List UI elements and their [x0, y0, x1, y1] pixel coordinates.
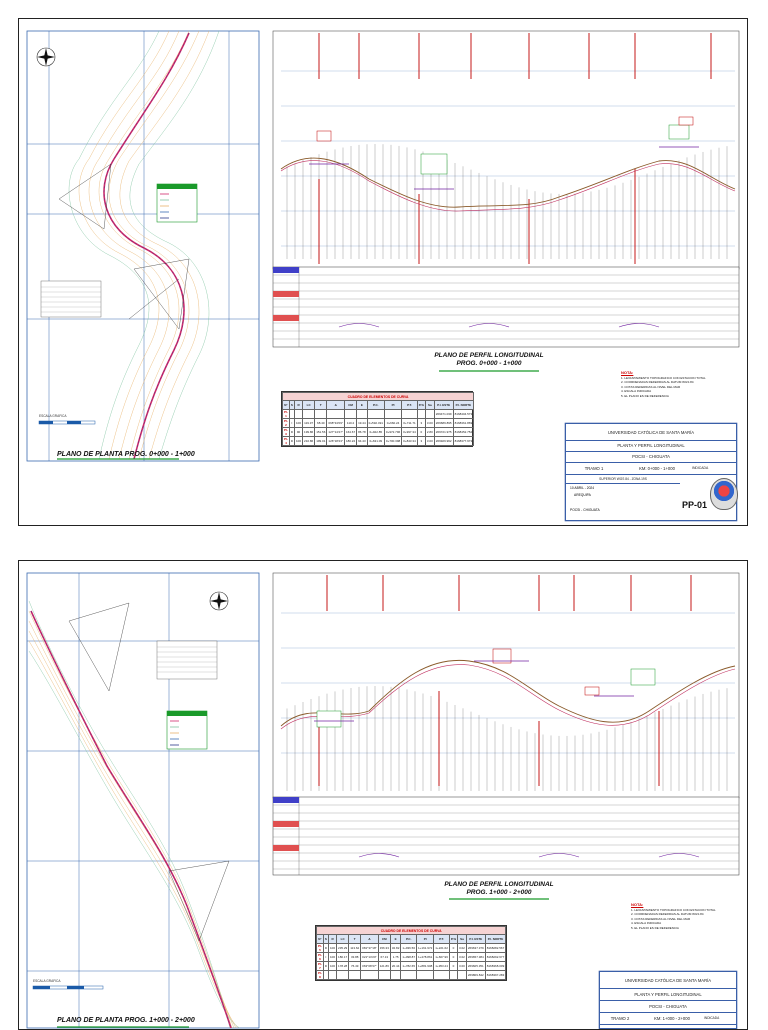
curve-elements-table [281, 391, 473, 447]
table-cell: 8168404.573 [453, 410, 474, 419]
table-cell: 269637.379 [466, 944, 485, 953]
note-item: 1. LEVANTAMIENTO TOPOGRAFICO CON ESTACION TOTAL [631, 907, 716, 912]
tb-region: AREQUIPA [574, 493, 591, 497]
table-cell: 199.86 [303, 428, 315, 437]
table-cell: 100 [295, 437, 303, 446]
table-row [317, 962, 506, 971]
title-block [565, 423, 737, 521]
table-row [283, 410, 474, 419]
table-cell: 0 [449, 944, 457, 953]
table-cell: 68.40 [315, 419, 327, 428]
table-cell: 1+953.24 [434, 962, 450, 971]
tb-plan-name: PLANTA Y PERFIL LONGITUDINAL [566, 440, 736, 452]
table-row [317, 953, 506, 962]
plan-title: PLANO DE PLANTA PROG. 1+000 - 2+000 [57, 1017, 195, 1024]
tb-tramo: TRAMO 1 [584, 465, 604, 471]
table-cell: 8168282.567 [485, 944, 506, 953]
tb-datum: SUPERIOR WGS 84 - ZONA 19S [566, 474, 680, 484]
sheet-code: PP-01 [682, 500, 708, 510]
scale-label: ESCALA GRAFICA [33, 979, 61, 983]
table-cell: 269929.962 [434, 437, 453, 446]
note-item: 1. LEVANTAMIENTO TOPOGRAFICO CON ESTACION TOTAL [621, 375, 706, 380]
table-cell: 0+631.09 [367, 437, 384, 446]
table-cell: PI-4 [284, 437, 288, 445]
table-cell: 0 [417, 428, 425, 437]
table-cell: 068°34'09" [327, 419, 345, 428]
table-cell: 269809.842 [466, 971, 485, 980]
table-row [283, 428, 474, 437]
table-cell: 269471.039 [434, 410, 453, 419]
notes-block [631, 903, 716, 930]
table-cell [401, 971, 417, 980]
table-cell: 1+782.65 [401, 962, 417, 971]
table-cell: 0+700.398 [384, 437, 401, 446]
table-cell: 100 [329, 953, 337, 962]
curve-table-header: P.% [417, 401, 425, 410]
tb-scale: INDICADA [704, 1016, 720, 1020]
curve-table-header: P.C. [401, 935, 417, 944]
table-cell [402, 410, 418, 419]
table-cell: PI-1 [284, 410, 288, 418]
table-cell: 127°14'27" [327, 428, 345, 437]
table-cell: PI-8 [318, 971, 322, 979]
table-cell: 081°37'18" [361, 944, 379, 953]
table-cell: 1+936.56 [401, 944, 417, 953]
table-cell [458, 971, 467, 980]
notes-heading: NOTA: [621, 370, 634, 375]
curve-table-header: P.T. [434, 935, 450, 944]
note-item: 4. ESCALA INDICADA [631, 921, 662, 925]
tb-scale: INDICADA [692, 466, 709, 470]
table-cell: 8168361.869 [453, 419, 474, 428]
table-cell: 33.88 [349, 953, 361, 962]
table-cell: 180.17 [337, 953, 349, 962]
table-cell: 8168452.752 [453, 428, 474, 437]
curve-table-header: T [349, 935, 361, 944]
note-item: 2. COORDENADAS REFERIDAS AL DATUM WGS 84 [631, 912, 704, 916]
note-item: 5. EL PLANO ES DE REFERENCIA [621, 393, 669, 398]
curve-table-header: P.I. NORTE [453, 401, 474, 410]
table-cell: I [289, 419, 294, 428]
table-cell [315, 410, 327, 419]
curve-table-header: Sa [458, 935, 467, 944]
table-cell [378, 971, 390, 980]
table-cell [361, 971, 379, 980]
curve-table-header: LC [337, 935, 349, 944]
curve-table-header: CM [378, 935, 390, 944]
table-cell: 151.56 [315, 428, 327, 437]
table-cell: 156.33 [378, 944, 390, 953]
table-cell: 100 [295, 419, 303, 428]
table-cell: 3.00 [425, 419, 434, 428]
curve-elements-table [315, 925, 507, 981]
curve-table-header: P.I. ESTE [434, 401, 453, 410]
table-cell: 0 [449, 953, 457, 962]
table-cell [344, 410, 356, 419]
curve-table-header: P.I. NORTE [485, 935, 506, 944]
note-item: 2. COORDENADAS REFERIDAS AL DATUM WGS 84 [621, 380, 694, 384]
drawing-sheet-2 [18, 560, 748, 1030]
tb-district: POCSI - CHIGUATA [570, 508, 600, 512]
note-item: 3. COTAS REFERIDAS AL NIVEL DEL MAR [621, 384, 681, 389]
curve-table-header: PI [417, 935, 434, 944]
table-cell: 20.44 [390, 962, 401, 971]
note-item: 4. ESCALA INDICADA [621, 389, 652, 393]
table-cell [425, 410, 434, 419]
table-cell: PI-3 [284, 428, 288, 436]
table-cell: 199.01 [315, 437, 327, 446]
table-cell [327, 410, 345, 419]
table-cell: 121.86 [378, 962, 390, 971]
table-cell: 235.29 [337, 944, 349, 953]
curve-table-header: N° [317, 935, 324, 944]
table-cell: 67.13 [378, 953, 390, 962]
table-cell: 1+667.96 [434, 953, 450, 962]
table-cell: 0+592.491 [367, 419, 384, 428]
table-cell: 113.62 [349, 944, 361, 953]
curve-table-header: N° [283, 401, 290, 410]
curve-table-header: E [390, 935, 401, 944]
table-cell: PI-2 [284, 419, 288, 427]
curve-table-header: P.T. [402, 401, 418, 410]
drawing-sheet-1 [18, 18, 748, 526]
table-cell: 0+843.34 [402, 437, 418, 446]
table-cell: 178.28 [337, 962, 349, 971]
table-cell: 2.80 [425, 428, 434, 437]
table-cell [417, 971, 434, 980]
table-cell: 1+478.861 [417, 953, 434, 962]
curve-table-header: S [323, 935, 328, 944]
table-cell: 269605.351 [466, 962, 485, 971]
curve-table-title: CUADRO DE ELEMENTOS DE CURVA [317, 927, 506, 935]
tb-row-tramo [600, 1012, 736, 1025]
curve-table-header: CM [344, 401, 356, 410]
table-cell: 3 [417, 419, 425, 428]
table-cell: D [323, 962, 328, 971]
table-cell: 063°08'37" [361, 962, 379, 971]
plan-title: PLANO DE PLANTA PROG. 0+000 - 1+000 [57, 451, 195, 458]
table-cell: 0 [449, 962, 457, 971]
tb-tramo: TRAMO 2 [610, 1015, 630, 1021]
table-cell: D [289, 437, 294, 446]
table-cell: 8168377.973 [453, 437, 474, 446]
profile-title-line1: PLANO DE PERFIL LONGITUDINAL [444, 881, 554, 888]
table-cell: 3.00 [425, 437, 434, 446]
table-cell [329, 971, 337, 980]
table-cell [349, 971, 361, 980]
table-cell: 269689.895 [434, 419, 453, 428]
table-cell: 164.67 [344, 428, 356, 437]
table-cell [295, 410, 303, 419]
table-cell: PI-7 [318, 962, 322, 970]
tb-project: POCSI - CHIGUATA [600, 1000, 736, 1013]
table-cell: 269657.384 [466, 953, 485, 962]
tb-university: UNIVERSIDAD CATÓLICA DE SANTA MARÍA [600, 972, 736, 989]
table-cell: 8168397.283 [485, 971, 506, 980]
tb-project: POCSI - CHIGUATA [566, 451, 736, 463]
table-cell: 180.22 [344, 437, 356, 446]
table-cell: 0+922.85 [367, 428, 384, 437]
table-cell: 19.44 [357, 419, 368, 428]
table-cell: 86.78 [357, 428, 368, 437]
curve-table-header: R [329, 935, 337, 944]
curve-table-header: Δ [361, 935, 379, 944]
table-cell [417, 410, 425, 419]
note-item: 3. COTAS REFERIDAS AL NIVEL DEL MAR [631, 916, 691, 921]
table-cell: 1+881.908 [417, 962, 434, 971]
table-row [317, 944, 506, 953]
table-cell: 1+098.87 [401, 953, 417, 962]
curve-table-header: T [315, 401, 327, 410]
table-cell: 021°13'20" [361, 953, 379, 962]
note-item: 5. EL PLANO ES DE REFERENCIA [631, 925, 679, 930]
curve-table-header: S [289, 401, 294, 410]
table-cell: D [323, 944, 328, 953]
curve-table-header: PI [384, 401, 401, 410]
table-cell: 76.49 [349, 962, 361, 971]
table-cell [384, 410, 401, 419]
curve-table-header: P.% [449, 935, 457, 944]
profile-title-line2: PROG. 0+000 - 1+000 [456, 360, 522, 367]
table-cell: D [289, 428, 294, 437]
table-row [283, 419, 474, 428]
table-cell: 3.00 [458, 962, 467, 971]
table-cell: 8168292.677 [485, 953, 506, 962]
table-cell: 3 [417, 437, 425, 446]
table-cell: 94.43 [357, 437, 368, 446]
table-cell: PI-5 [318, 944, 322, 952]
table-cell: 0+711.71 [402, 419, 418, 428]
curve-table-header: LC [303, 401, 315, 410]
profile-title-line2: PROG. 1+000 - 2+000 [466, 889, 532, 896]
curve-table-header: P.I. ESTE [466, 935, 485, 944]
curve-table-header: Sa [425, 401, 434, 410]
table-cell: PI-6 [318, 953, 322, 961]
table-cell: 1.75 [390, 953, 401, 962]
table-cell [434, 971, 450, 980]
tb-km: KM: 1+000 - 2+000 [654, 1015, 690, 1021]
table-cell [303, 410, 315, 419]
table-cell: 110.2 [344, 419, 356, 428]
curve-table-header: R [295, 401, 303, 410]
table-cell: 0+997.34 [402, 428, 418, 437]
table-cell [390, 971, 401, 980]
table-cell: 3.02 [458, 944, 467, 953]
curve-table-title: CUADRO DE ELEMENTOS DE CURVA [283, 393, 474, 401]
table-cell: 32.82 [390, 944, 401, 953]
table-cell: 3.02 [458, 953, 467, 962]
table-cell: 1+221.62 [434, 944, 450, 953]
table-cell: 1+161.972 [417, 944, 434, 953]
table-cell: 126°18'23" [327, 437, 345, 446]
tb-plan-name: PLANTA Y PERFIL LONGITUDINAL [600, 988, 736, 1001]
table-cell: 269721.975 [434, 428, 453, 437]
university-crest [710, 478, 738, 510]
title-block [599, 971, 737, 1029]
table-cell [337, 971, 349, 980]
tb-university: UNIVERSIDAD CATÓLICA DE SANTA MARÍA [566, 424, 736, 441]
table-cell: 100 [329, 962, 337, 971]
notes-heading: NOTA: [631, 902, 644, 907]
table-cell [449, 971, 457, 980]
tb-date: 10 ABRIL - 2024 [570, 486, 595, 490]
profile-title-line1: PLANO DE PERFIL LONGITUDINAL [434, 352, 544, 359]
curve-table-header: P.C. [367, 401, 384, 410]
table-cell: 0+972.796 [384, 428, 401, 437]
table-cell: 0+660.24 [384, 419, 401, 428]
table-row [317, 971, 506, 980]
table-cell [367, 410, 384, 419]
table-cell: 8168368.009 [485, 962, 506, 971]
notes-block [621, 371, 706, 398]
curve-table-header: Δ [327, 401, 345, 410]
table-cell: 210.86 [303, 437, 315, 446]
table-cell: 119.37 [303, 419, 315, 428]
curve-table-header: E [357, 401, 368, 410]
table-cell [357, 410, 368, 419]
scale-label: ESCALA GRAFICA [39, 414, 67, 418]
table-cell: I [323, 953, 328, 962]
table-cell: 90 [295, 428, 303, 437]
table-row [283, 437, 474, 446]
table-cell: 100 [329, 944, 337, 953]
tb-km: KM: 0+000 - 1+000 [639, 465, 675, 471]
